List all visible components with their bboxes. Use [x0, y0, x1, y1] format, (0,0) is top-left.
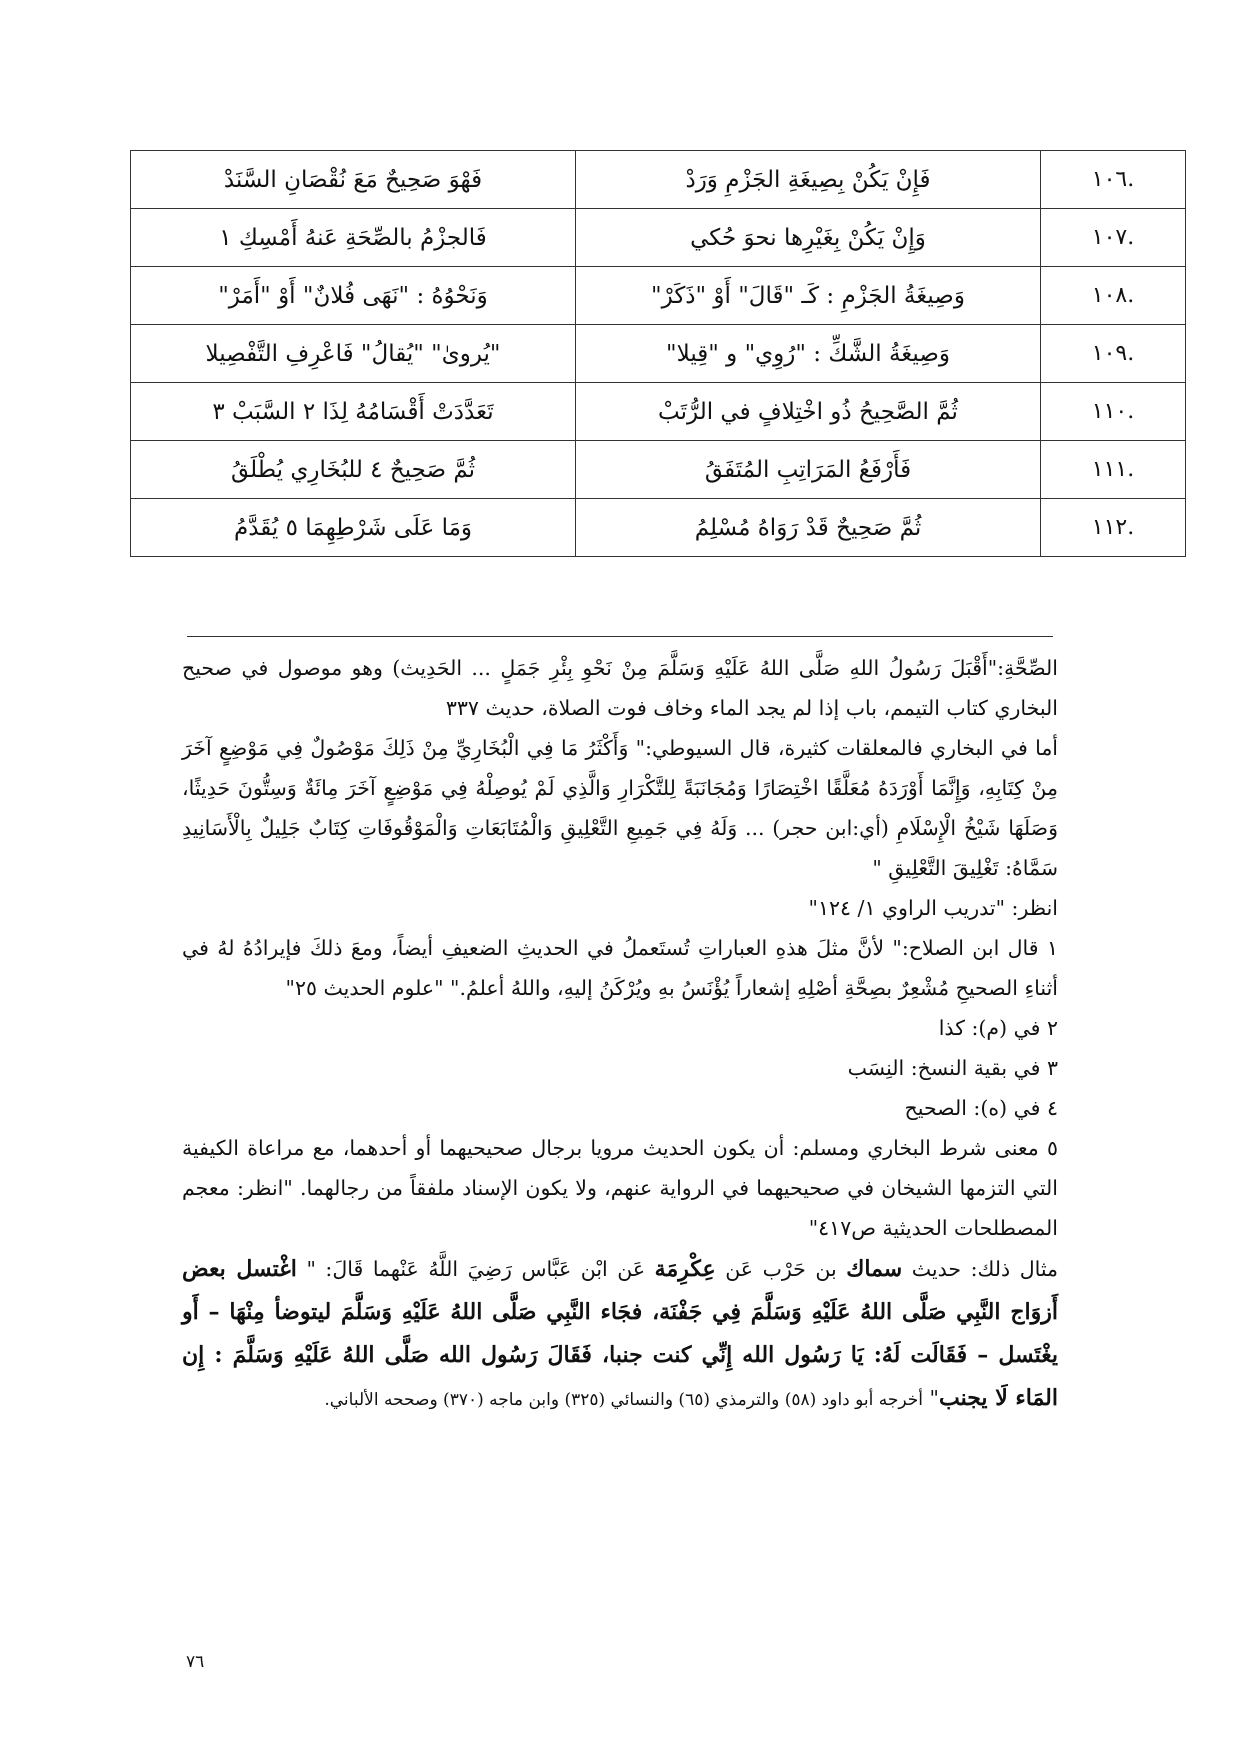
note-reference: انظر: "تدريب الراوي ١/ ١٢٤" [808, 896, 1058, 920]
verse-number: .١٠٦ [1041, 151, 1186, 209]
footnote-2: ٢ في (م): كذا [938, 1016, 1058, 1040]
verse-first-hemistich: ثُمَّ الصَّحِيحُ ذُو اخْتِلافٍ في الرُّتَبْ [576, 383, 1041, 441]
hadith-source: أخرجه أبو داود (٥٨) والترمذي (٦٥) والنسائي (٣٢٥) وابن ماجه (٣٧٠) وصححه الألباني. [324, 1390, 924, 1410]
verse-second-hemistich: فَهْوَ صَحِيحٌ مَعَ نُقْصَانِ السَّنَدْ [131, 151, 576, 209]
footnote-1: ١ قال ابن الصلاح:" لأنَّ مثلَ هذهِ العباراتِ تُستَعملُ في الحديثِ الضعيفِ أيضاً، ومعَ ذلكَ فإيرادُهُ لهُ في أثناءِ الصحيحِ مُشْعِرٌ بصِحَّةِ أصْلِهِ إشعاراً يُؤْنَسُ بهِ ويُرْكَنُ إليهِ، واللهُ أعلمُ." "علوم الحديث ٢٥" [182, 936, 1058, 1000]
poem-row [131, 499, 1186, 557]
poem-row [131, 209, 1186, 267]
hadith-text: اغْتسل بعض أَزوَاج النَّبِي صَلَّى اللهُ عَلَيْهِ وَسَلَّمَ فِي جَفْنَة، فجَاء النَّبِي صَلَّى اللهُ عَلَيْهِ وَسَلَّمَ ليتوضأ مِنْهَا – أَو يغْتَسل – فَقَالَت لَهُ: يَا رَسُول الله إِنِّي كنت جنبا، فَقَالَ رَسُول الله صَلَّى اللهُ عَلَيْهِ وَسَلَّمَ : إِن المَاء لَا يجنب [182, 1256, 1058, 1411]
verse-number: .١١٢ [1041, 499, 1186, 557]
narrator-name: عِكْرِمَة [654, 1256, 716, 1282]
footnote-separator [187, 636, 1053, 637]
poem-row [131, 267, 1186, 325]
footnote-5: ٥ معنى شرط البخاري ومسلم: أن يكون الحديث مرويا برجال صحيحيهما أو أحدهما، مع مراعاة الكيفية التي التزمها الشيخان في صحيحيهما في الرواية عنهم، ولا يكون الإسناد ملفقاً من رجالهما. "انظر: معجم المصطلحات الحديثية ص٤١٧" [182, 1136, 1058, 1240]
verse-number: .١٠٨ [1041, 267, 1186, 325]
verse-first-hemistich: وَإِنْ يَكُنْ بِغَيْرِها نحوَ حُكي [576, 209, 1041, 267]
verse-second-hemistich: تَعَدَّدَتْ أَقْسَامُهُ لِذَا ٢ السَّبَبْ ٣ [131, 383, 576, 441]
verse-second-hemistich: ثُمَّ صَحِيحٌ ٤ للبُخَارِي يُطْلَقُ [131, 441, 576, 499]
note-paragraph: الصِّحَّةِ:"أَقْبَلَ رَسُولُ اللهِ صَلَّى اللهُ عَلَيْهِ وَسَلَّمَ مِنْ نَحْوِ بِئْرِ جَمَلٍ ... الحَدِيث) وهو موصول في صحيح البخاري كتاب التيمم، باب إذا لم يجد الماء وخاف فوت الصلاة، حديث ٣٣٧ [182, 656, 1058, 720]
example-paragraph [182, 1248, 1058, 1422]
verse-number: .١١١ [1041, 441, 1186, 499]
footnote-4: ٤ في (ه): الصحيح [904, 1096, 1058, 1120]
page-number: ٧٦ [186, 1652, 205, 1672]
verse-second-hemistich: وَمَا عَلَى شَرْطِهِمَا ٥ يُقَدَّمُ [131, 499, 576, 557]
poem-row [131, 441, 1186, 499]
narrator-name: سماك [846, 1256, 903, 1282]
verse-second-hemistich: فَالجزْمُ بالصِّحَةِ عَنهُ أَمْسِكِ ١ [131, 209, 576, 267]
poem-row [131, 325, 1186, 383]
verse-second-hemistich: "يُروىٰ" "يُقالُ" فَاعْرِفِ التَّفْصِيلا [131, 325, 576, 383]
poem-row [131, 383, 1186, 441]
verse-first-hemistich: وَصِيغَةُ الجَزْمِ : كَـ "قَالَ" أَوْ "ذَكَرْ" [576, 267, 1041, 325]
verse-first-hemistich: فَأَرْفَعُ المَرَاتِبِ المُتَفَقُ [576, 441, 1041, 499]
verse-first-hemistich: وَصِيغَةُ الشَّكِّ : "رُوِي" و "قِيلا" [576, 325, 1041, 383]
poem-table [130, 150, 1186, 557]
verse-number: .١٠٩ [1041, 325, 1186, 383]
verse-second-hemistich: وَنَحْوُهُ : "نَهَى فُلانٌ" أَوْ "أَمَرْ" [131, 267, 576, 325]
verse-number: .١٠٧ [1041, 209, 1186, 267]
example-chain-text: عَن ابْن عَبَّاس رَضِيَ اللَّهُ عَنْهما قَالَ: " [306, 1257, 646, 1281]
note-paragraph: أما في البخاري فالمعلقات كثيرة، قال السيوطي:" وَأَكْثَرُ مَا فِي الْبُخَارِيِّ مِنْ ذَلِكَ مَوْصُولٌ فِي مَوْضِعٍ آخَرَ مِنْ كِتَابِهِ، وَإِنَّمَا أَوْرَدَهُ مُعَلَّقًا اخْتِصَارًا وَمُجَانَبَةً لِلتَّكْرَارِ وَالَّذِي لَمْ يُوصِلْهُ فِي مَوْضِعٍ آخَرَ مِائَةٌ وَسِتُّونَ حَدِيثًا، وَصَلَهَا شَيْخُ الْإِسْلَامِ (أي:ابن حجر) ... وَلَهُ فِي جَمِيعِ التَّعْلِيقِ وَالْمُتَابَعَاتِ وَالْمَوْقُوفَاتِ كِتَابٌ جَلِيلٌ بِالْأَسَانِيدِ سَمَّاهُ: تَغْلِيقَ التَّعْلِيقِ " [182, 736, 1058, 880]
quote-mark: " [929, 1386, 939, 1410]
verse-first-hemistich: ثُمَّ صَحِيحٌ قَدْ رَوَاهُ مُسْلِمُ [576, 499, 1041, 557]
verse-first-hemistich: فَإِنْ يَكُنْ بِصِيغَةِ الجَزْمِ وَرَدْ [576, 151, 1041, 209]
poem-row [131, 151, 1186, 209]
footnotes [182, 648, 1058, 1422]
example-intro: مثال ذلك: حديث [911, 1257, 1059, 1281]
verse-number: .١١٠ [1041, 383, 1186, 441]
footnote-3: ٣ في بقية النسخ: النِسَب [847, 1056, 1058, 1080]
example-chain-text: بن حَرْب عَن [725, 1257, 837, 1281]
